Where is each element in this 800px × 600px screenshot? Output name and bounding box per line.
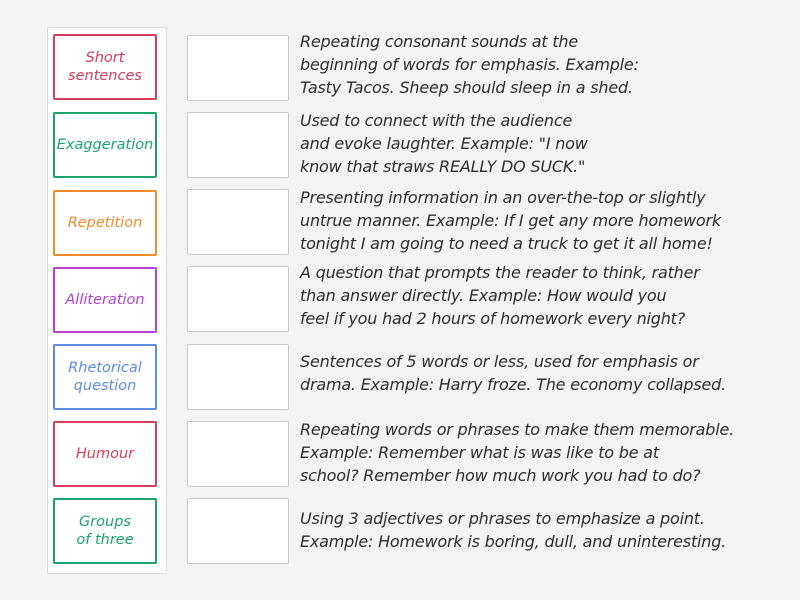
drop-slot-1[interactable] bbox=[187, 35, 289, 101]
term-label: Groups of three bbox=[76, 514, 134, 548]
definition-text-7: Using 3 adjectives or phrases to emphasize a point. Example: Homework is boring, dull, and uninteresting. bbox=[300, 509, 727, 551]
drop-slot-3[interactable] bbox=[187, 189, 289, 255]
definition-text-6: Repeating words or phrases to make them memorable. Example: Remember what is was like to be at school? Remember how much work you had to do? bbox=[300, 420, 735, 485]
term-label: Rhetorical question bbox=[68, 360, 142, 394]
definition-text-3: Presenting information in an over-the-top or slightly untrue manner. Example: If I get any more homework tonight I am going to need a truck to get it all home! bbox=[300, 188, 721, 253]
drop-slot-2[interactable] bbox=[187, 112, 289, 178]
term-card-alliteration[interactable] bbox=[53, 267, 157, 333]
drop-slot-7[interactable] bbox=[187, 498, 289, 564]
definition-text-5: Sentences of 5 words or less, used for emphasis or drama. Example: Harry froze. The economy collapsed. bbox=[300, 352, 726, 394]
term-card-groups-of-three[interactable] bbox=[53, 498, 157, 564]
drop-slot-5[interactable] bbox=[187, 344, 289, 410]
term-card-repetition[interactable] bbox=[53, 190, 157, 256]
term-label: Alliteration bbox=[65, 292, 145, 308]
term-label: Short sentences bbox=[68, 50, 142, 84]
term-label: Humour bbox=[75, 446, 135, 462]
term-card-humour[interactable] bbox=[53, 421, 157, 487]
definition-text-2: Used to connect with the audience and evoke laughter. Example: "I now know that straws REALLY DO SUCK." bbox=[300, 111, 588, 176]
definition-text-1: Repeating consonant sounds at the beginning of words for emphasis. Example: Tasty Tacos. Sheep should sleep in a shed. bbox=[300, 32, 639, 97]
term-label: Exaggeration bbox=[56, 137, 154, 153]
term-card-rhetorical-question[interactable] bbox=[53, 344, 157, 410]
drop-slot-4[interactable] bbox=[187, 266, 289, 332]
term-card-short-sentences[interactable] bbox=[53, 34, 157, 100]
definition-text-4: A question that prompts the reader to think, rather than answer directly. Example: How would you feel if you had 2 hours of homework every night? bbox=[300, 263, 700, 328]
term-label: Repetition bbox=[67, 215, 143, 231]
drop-slot-6[interactable] bbox=[187, 421, 289, 487]
term-card-exaggeration[interactable] bbox=[53, 112, 157, 178]
